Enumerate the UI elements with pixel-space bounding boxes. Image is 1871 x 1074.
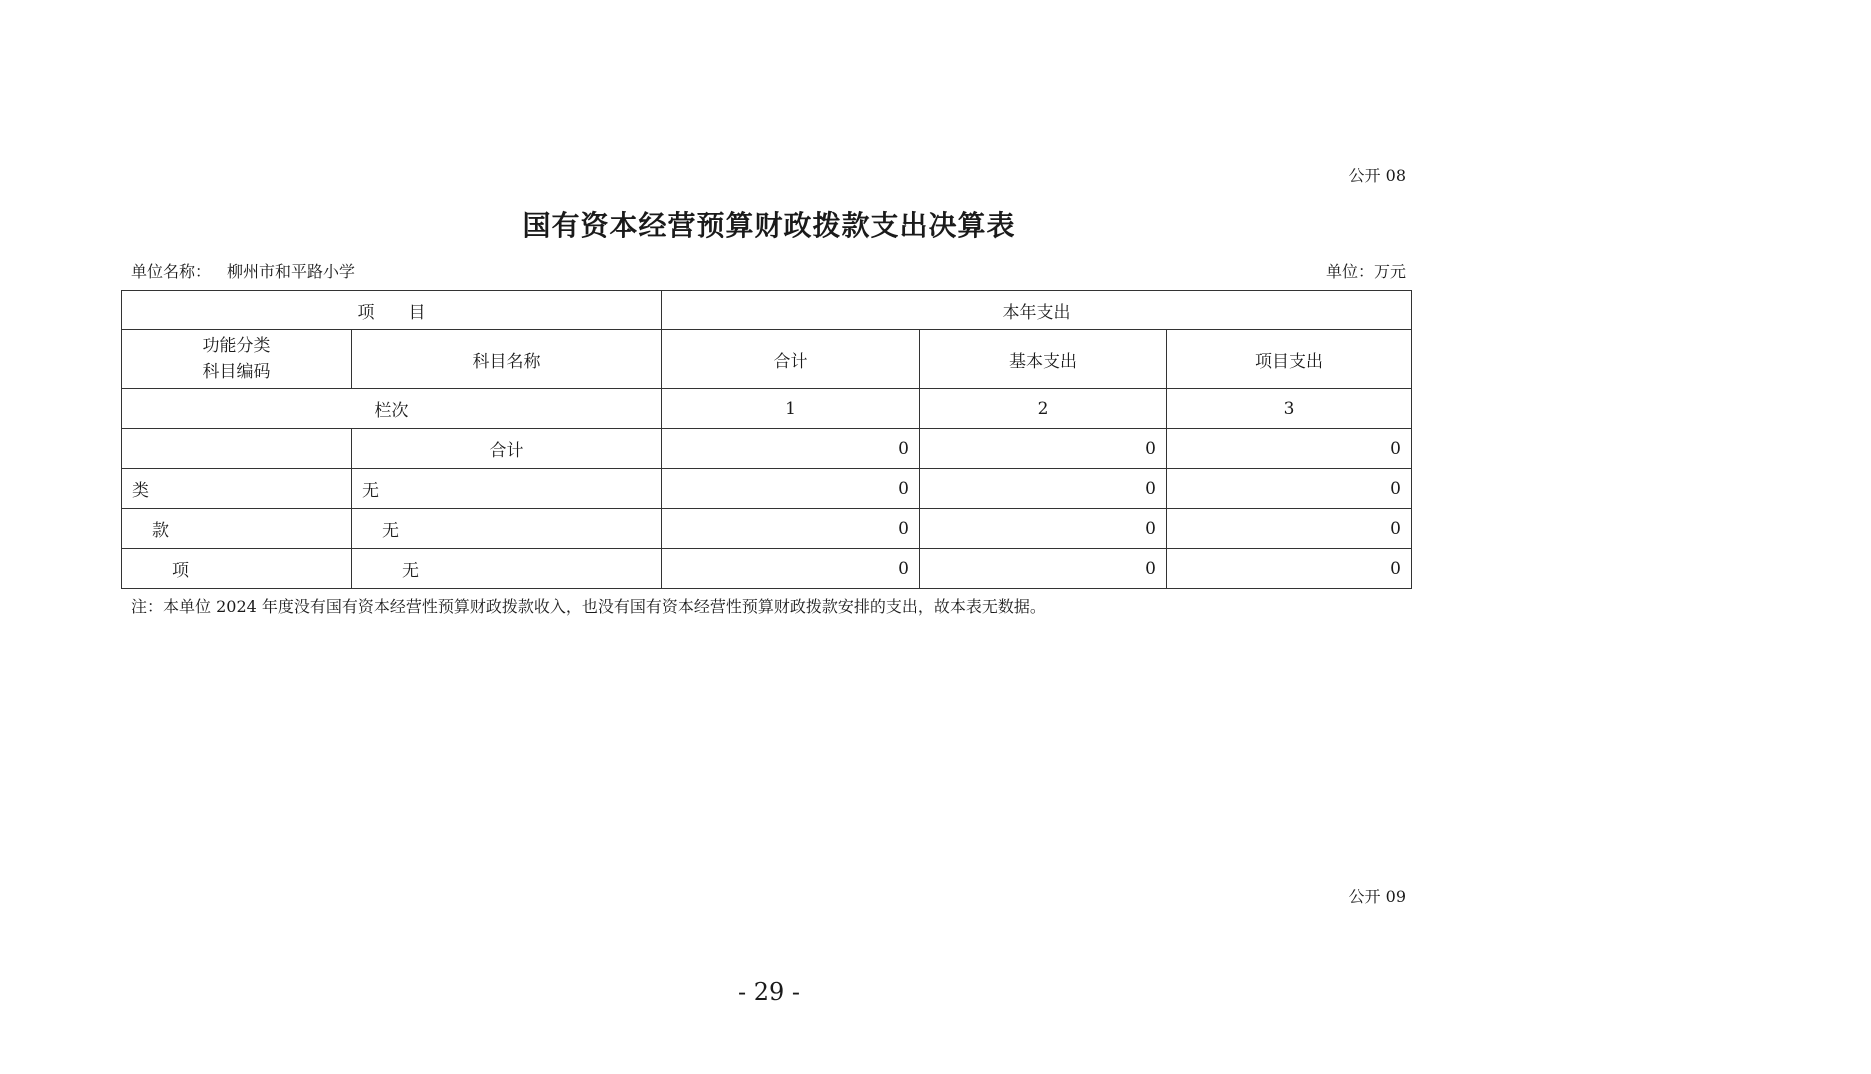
header-project: 项 目 <box>122 291 662 330</box>
header-function-code-line1: 功能分类 <box>202 336 271 356</box>
table-code: 公开 08 <box>1348 166 1406 185</box>
row-basic: 0 <box>920 509 1167 549</box>
row-project: 0 <box>1167 549 1412 589</box>
unit-name-value: 柳州市和平路小学 <box>227 262 356 281</box>
next-table-code: 公开 09 <box>1348 887 1406 906</box>
header-current-year: 本年支出 <box>662 291 1412 330</box>
header-project-expenditure: 项目支出 <box>1167 330 1412 389</box>
unit-name-label: 单位名称： <box>131 262 212 281</box>
row-project: 0 <box>1167 469 1412 509</box>
row-project: 0 <box>1167 429 1412 469</box>
column-index-row <box>122 389 1412 429</box>
table-row <box>122 429 1412 469</box>
header-function-code-line2: 科目编码 <box>202 362 271 382</box>
row-code: 项 <box>122 549 352 589</box>
row-project: 0 <box>1167 509 1412 549</box>
row-basic: 0 <box>920 549 1167 589</box>
row-code: 类 <box>122 469 352 509</box>
column-index-2: 2 <box>920 389 1167 429</box>
row-code: 款 <box>122 509 352 549</box>
table-header-row <box>122 291 1412 330</box>
header-basic-expenditure: 基本支出 <box>920 330 1167 389</box>
row-total: 0 <box>662 549 920 589</box>
table-row <box>122 549 1412 589</box>
header-subject-name: 科目名称 <box>352 330 662 389</box>
expenditure-table <box>121 290 1412 589</box>
table-note: 注：本单位 2024 年度没有国有资本经营性预算财政拨款收入，也没有国有资本经营性预算财政拨款安排的支出，故本表无数据。 <box>131 597 1046 616</box>
header-function-code <box>122 330 352 389</box>
row-total: 0 <box>662 509 920 549</box>
column-index-3: 3 <box>1167 389 1412 429</box>
unit-name <box>131 259 355 282</box>
column-index-1: 1 <box>662 389 920 429</box>
row-name: 无 <box>352 549 662 589</box>
row-basic: 0 <box>920 429 1167 469</box>
row-name: 无 <box>352 509 662 549</box>
page-title: 国有资本经营预算财政拨款支出决算表 <box>522 209 1016 242</box>
table-row <box>122 469 1412 509</box>
header-total: 合计 <box>662 330 920 389</box>
page-number: - 29 - <box>737 978 800 1006</box>
table-row <box>122 509 1412 549</box>
row-basic: 0 <box>920 469 1167 509</box>
row-total: 0 <box>662 469 920 509</box>
row-name: 合计 <box>352 429 662 469</box>
row-code <box>122 429 352 469</box>
unit-label: 单位：万元 <box>1325 262 1406 281</box>
column-index-label: 栏次 <box>122 389 662 429</box>
table-subheader-row <box>122 330 1412 389</box>
row-total: 0 <box>662 429 920 469</box>
row-name: 无 <box>352 469 662 509</box>
